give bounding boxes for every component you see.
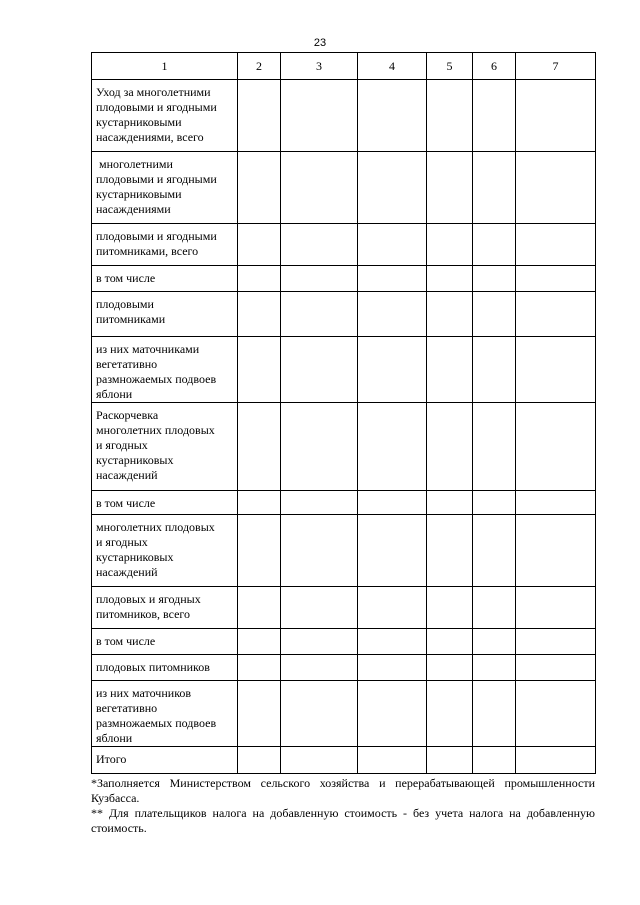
table-cell [473,224,516,266]
table-cell [473,292,516,337]
table-cell [238,403,281,491]
table-cell [427,80,473,152]
table-cell [516,337,596,403]
row-label-line: насаждениями, всего [96,130,204,144]
table-row [92,337,596,403]
table-cell [238,629,281,655]
table-cell [427,681,473,747]
table-row [92,152,596,224]
row-label [92,681,238,747]
table-cell [238,337,281,403]
row-label-line: насаждений [96,565,158,579]
table-row [92,629,596,655]
table-cell [358,491,427,515]
table-cell [427,515,473,587]
row-label-line: размножаемых подвоев [96,716,217,730]
table-cell [427,491,473,515]
table-cell [281,403,358,491]
table-cell [516,655,596,681]
table-cell [473,655,516,681]
table-cell [427,747,473,774]
row-label-line: размножаемых подвоев [96,372,217,386]
table-cell [358,152,427,224]
table-cell [427,655,473,681]
table-cell [473,747,516,774]
table-cell [427,403,473,491]
table-cell [238,152,281,224]
row-label-line: Итого [96,752,127,766]
table-cell [238,224,281,266]
table-cell [238,587,281,629]
row-label-line: кустарниковых [96,453,174,467]
table-cell [427,587,473,629]
row-label-line: плодовыми и ягодными [96,172,217,186]
table-cell [473,629,516,655]
table-cell [427,292,473,337]
table-cell [358,515,427,587]
table-row [92,224,596,266]
table-cell [358,80,427,152]
table-cell [427,224,473,266]
table-row [92,403,596,491]
table-cell [516,681,596,747]
table-cell [238,292,281,337]
table-row [92,292,596,337]
table-cell [358,655,427,681]
row-label-line: и ягодных [96,438,148,452]
row-label-line: яблони [96,387,133,401]
row-label [92,152,238,224]
table-cell [516,629,596,655]
row-label-line: плодовых и ягодных [96,592,201,606]
table-cell [238,491,281,515]
table-cell [473,587,516,629]
table-row [92,747,596,774]
table-row [92,491,596,515]
table-cell [358,266,427,292]
table-cell [358,587,427,629]
column-header: 5 [427,53,473,80]
table-cell [473,681,516,747]
table-cell [358,629,427,655]
table-cell [238,681,281,747]
table-header-row [92,53,596,80]
table-cell [473,515,516,587]
table-cell [516,747,596,774]
table-row [92,266,596,292]
table-row [92,80,596,152]
table-cell [281,80,358,152]
row-label [92,292,238,337]
table-cell [358,403,427,491]
row-label-line: из них маточниками [96,342,200,356]
table-cell [516,80,596,152]
table-cell [427,337,473,403]
column-header: 1 [92,53,238,80]
table-cell [516,266,596,292]
row-label-line: вегетативно [96,701,158,715]
table-cell [516,587,596,629]
row-label [92,403,238,491]
table-cell [358,681,427,747]
table-cell [358,292,427,337]
table-row [92,515,596,587]
table-row [92,655,596,681]
table-cell [238,80,281,152]
table-cell [516,224,596,266]
row-label-line: кустарниковыми [96,187,182,201]
row-label-line: питомниками [96,312,166,326]
table-cell [473,403,516,491]
row-label [92,629,238,655]
table-cell [516,152,596,224]
data-table [91,52,596,774]
table-cell [473,337,516,403]
footnote-ministry: *Заполняется Министерством сельского хозяйства и перерабатывающей промышленности Кузбасса. [91,776,595,805]
table-cell [281,491,358,515]
row-label-line: кустарниковых [96,550,174,564]
row-label-line: в том числе [96,634,156,648]
column-header: 3 [281,53,358,80]
footnote-vat: ** Для плательщиков налога на добавленную стоимость - без учета налога на добавленную стоимость. [91,806,595,835]
table-cell [516,403,596,491]
column-header: 2 [238,53,281,80]
row-label-line: из них маточников [96,686,192,700]
table-cell [358,337,427,403]
table-cell [473,266,516,292]
row-label-line: многолетних плодовых [96,520,215,534]
row-label [92,224,238,266]
row-label-line: в том числе [96,271,156,285]
row-label-line: плодовыми и ягодными [96,100,217,114]
table-cell [238,655,281,681]
row-label [92,747,238,774]
row-label [92,655,238,681]
table-cell [281,747,358,774]
row-label-line: питомниками, всего [96,244,199,258]
table-cell [281,337,358,403]
row-label [92,80,238,152]
row-label-line: насаждениями [96,202,171,216]
table-cell [473,491,516,515]
table-cell [281,655,358,681]
table-cell [516,515,596,587]
table-cell [516,292,596,337]
row-label-line: плодовых питомников [96,660,210,674]
table-row [92,587,596,629]
table-cell [473,80,516,152]
row-label-line: кустарниковыми [96,115,182,129]
table-cell [281,266,358,292]
row-label [92,266,238,292]
row-label-line: в том числе [96,496,156,510]
row-label [92,515,238,587]
page-number: 23 [313,37,327,49]
table-cell [427,152,473,224]
row-label-line: многолетних плодовых [96,423,215,437]
row-label-line: вегетативно [96,357,158,371]
table-cell [473,152,516,224]
row-label-line: плодовыми [96,297,154,311]
column-header: 7 [516,53,596,80]
row-label-line: насаждений [96,468,158,482]
row-label-line: Раскорчевка [96,408,159,422]
table-cell [281,224,358,266]
table-row [92,681,596,747]
table-cell [281,681,358,747]
footnotes [91,776,595,836]
row-label-line: многолетними [96,157,173,171]
row-label-line: Уход за многолетними [96,85,211,99]
table-cell [281,292,358,337]
row-label [92,337,238,403]
table-cell [516,491,596,515]
table-cell [238,266,281,292]
table-cell [238,747,281,774]
column-header: 6 [473,53,516,80]
table-cell [281,515,358,587]
row-label-line: и ягодных [96,535,148,549]
table-cell [358,224,427,266]
table-cell [238,515,281,587]
table-cell [427,629,473,655]
row-label [92,587,238,629]
row-label-line: яблони [96,731,133,745]
column-header: 4 [358,53,427,80]
table-cell [281,629,358,655]
table-cell [281,587,358,629]
table-cell [358,747,427,774]
table-cell [427,266,473,292]
row-label [92,491,238,515]
row-label-line: плодовыми и ягодными [96,229,217,243]
table-cell [281,152,358,224]
row-label-line: питомников, всего [96,607,191,621]
